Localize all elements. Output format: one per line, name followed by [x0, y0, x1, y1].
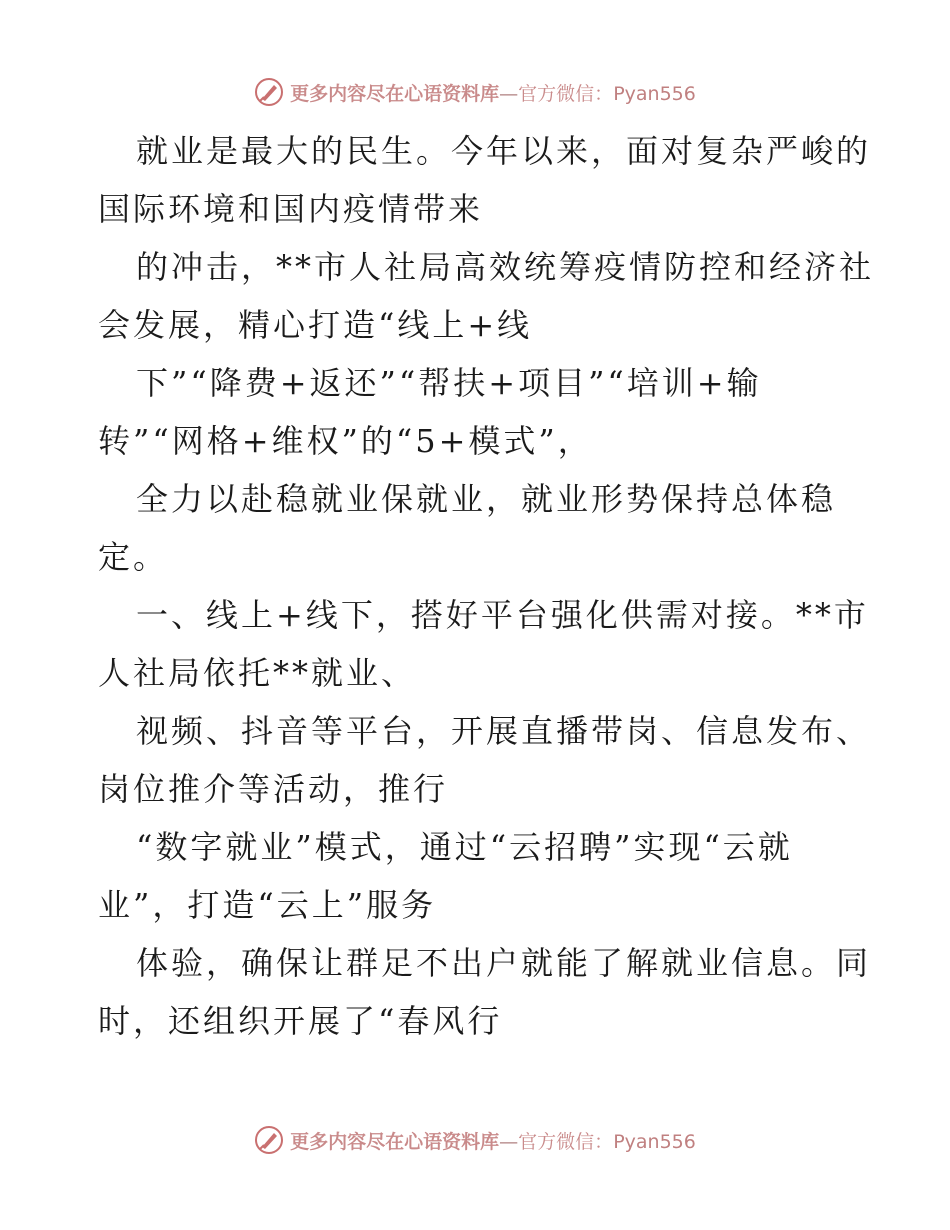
text-line: 会发展，精心打造“线上+线 — [98, 306, 533, 344]
text-line: 转”“网格+维权”的“5+模式”， — [98, 422, 593, 460]
text-line: 岗位推介等活动，推行 — [98, 770, 449, 808]
text-line: 的冲击，**市人社局高效统筹疫情防控和经济社 — [136, 248, 875, 286]
quill-logo-icon — [254, 77, 284, 107]
watermark-text — [290, 79, 696, 106]
text-line: 定。 — [98, 538, 169, 576]
watermark-dash: — — [499, 82, 519, 105]
footer-watermark — [0, 1120, 950, 1160]
text-line: 视频、抖音等平台，开展直播带岗、信息发布、 — [136, 712, 872, 750]
paragraph — [98, 586, 869, 702]
paragraph — [98, 122, 872, 238]
watermark-text — [290, 1127, 696, 1154]
watermark-brand: 更多内容尽在心语资料库 — [290, 1130, 500, 1153]
paragraph — [98, 354, 858, 470]
quill-logo-icon — [254, 1125, 284, 1155]
text-line: 人社局依托**就业、 — [98, 654, 417, 692]
watermark-brand: 更多内容尽在心语资料库 — [290, 82, 500, 105]
paragraph — [98, 470, 858, 586]
watermark-wechat-label: 官方微信： — [518, 82, 614, 105]
text-line: 就业是最大的民生。今年以来，面对复杂严峻的 — [136, 132, 872, 170]
header-watermark — [0, 72, 950, 112]
paragraph — [98, 702, 872, 818]
text-line: 全力以赴稳就业保就业，就业形势保持总体稳 — [136, 480, 837, 518]
text-line: 下”“降费+返还”“帮扶+项目”“培训+输 — [136, 364, 762, 402]
watermark-wechat-label: 官方微信： — [518, 1130, 614, 1153]
text-line: 时，还组织开展了“春风行 — [98, 1002, 503, 1040]
paragraph — [98, 238, 875, 354]
document-body — [98, 122, 875, 1050]
paragraph — [98, 818, 858, 934]
text-line: “数字就业”模式，通过“云招聘”实现“云就 — [136, 828, 793, 866]
paragraph — [98, 934, 872, 1050]
text-line: 业”，打造“云上”服务 — [98, 886, 437, 924]
text-line: 国际环境和国内疫情带来 — [98, 190, 484, 228]
watermark-wechat-id: Pyan556 — [613, 1130, 696, 1153]
text-line: 一、线上+线下，搭好平台强化供需对接。**市 — [136, 596, 869, 634]
text-line: 体验，确保让群足不出户就能了解就业信息。同 — [136, 944, 872, 982]
watermark-wechat-id: Pyan556 — [613, 82, 696, 105]
watermark-dash: — — [499, 1130, 519, 1153]
